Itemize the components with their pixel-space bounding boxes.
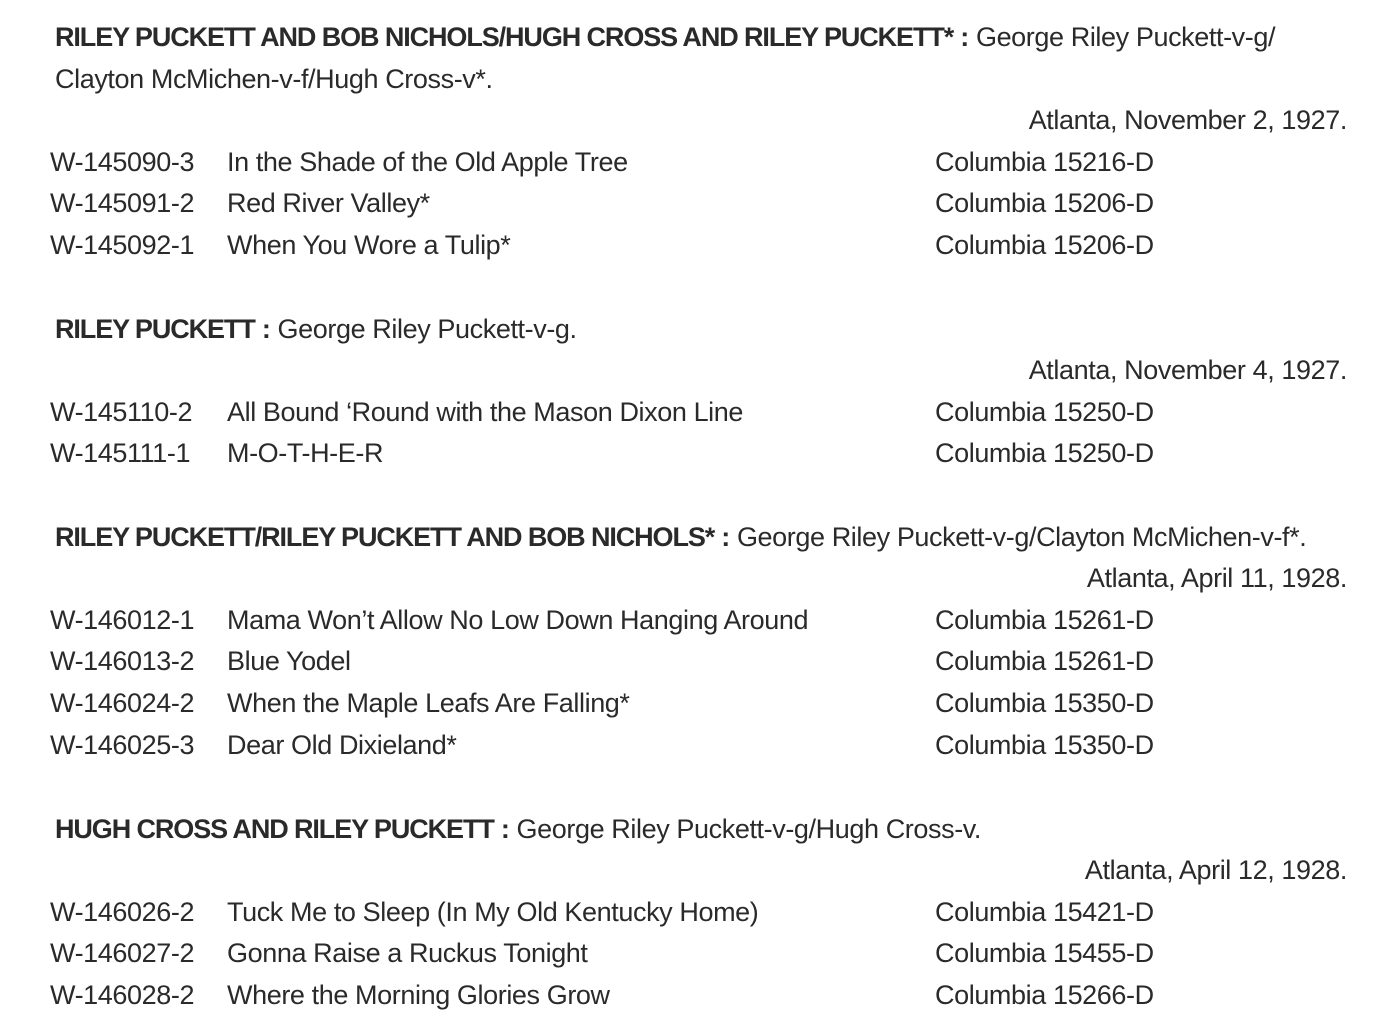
recording-row (0, 640, 1389, 682)
issue-number: Columbia 15350-D (935, 730, 1154, 760)
artist-credit: RILEY PUCKETT/RILEY PUCKETT AND BOB NICHOLS* (55, 522, 715, 552)
issue-number: Columbia 15250-D (935, 438, 1154, 468)
personnel-credit: George Riley Puckett-v-g/ (975, 22, 1276, 52)
recording-row (0, 224, 1389, 266)
heading-separator: : (493, 814, 517, 844)
issue-number: Columbia 15266-D (935, 980, 1154, 1010)
heading-separator: : (953, 22, 976, 52)
session-date: Atlanta, November 4, 1927. (1028, 355, 1347, 385)
personnel-credit: George Riley Puckett-v-g. (277, 314, 577, 344)
issue-number: Columbia 15250-D (935, 397, 1154, 427)
issue-number: Columbia 15421-D (935, 897, 1154, 927)
personnel-credit-continued: Clayton McMichen-v-f/Hugh Cross-v*. (55, 64, 493, 94)
recording-row (0, 891, 1389, 933)
song-title: In the Shade of the Old Apple Tree (227, 147, 628, 177)
session-date: Atlanta, November 2, 1927. (1028, 105, 1347, 135)
issue-number: Columbia 15455-D (935, 938, 1154, 968)
session-heading (55, 308, 1345, 350)
recording-row (0, 724, 1389, 766)
song-title: When You Wore a Tulip* (227, 230, 511, 260)
session-date: Atlanta, April 11, 1928. (1086, 563, 1347, 593)
song-title: Where the Morning Glories Grow (227, 980, 610, 1010)
heading-separator: : (714, 522, 737, 552)
song-title: Mama Won’t Allow No Low Down Hanging Around (227, 605, 809, 635)
matrix-number: W-146012-1 (50, 605, 195, 635)
song-title: Tuck Me to Sleep (In My Old Kentucky Home) (227, 897, 759, 927)
artist-credit: RILEY PUCKETT (55, 314, 255, 344)
artist-credit: RILEY PUCKETT AND BOB NICHOLS/HUGH CROSS AND RILEY PUCKETT* (55, 22, 954, 52)
session-heading (55, 516, 1345, 558)
song-title: Gonna Raise a Ruckus Tonight (227, 938, 588, 968)
matrix-number: W-146025-3 (50, 730, 195, 760)
matrix-number: W-145110-2 (50, 397, 193, 427)
matrix-number: W-145111-1 (50, 438, 191, 468)
recording-row (0, 432, 1389, 474)
recording-row (0, 682, 1389, 724)
issue-number: Columbia 15206-D (935, 230, 1154, 260)
recording-row (0, 599, 1389, 641)
song-title: When the Maple Leafs Are Falling* (227, 688, 630, 718)
matrix-number: W-145090-3 (50, 147, 195, 177)
recording-row (0, 141, 1389, 183)
song-title: Blue Yodel (227, 646, 351, 676)
recording-row (0, 932, 1389, 974)
issue-number: Columbia 15206-D (935, 188, 1154, 218)
song-title: All Bound ‘Round with the Mason Dixon Line (227, 397, 744, 427)
matrix-number: W-146013-2 (50, 646, 195, 676)
matrix-number: W-146028-2 (50, 980, 195, 1010)
matrix-number: W-146026-2 (50, 897, 195, 927)
matrix-number: W-146027-2 (50, 938, 195, 968)
heading-separator: : (254, 314, 278, 344)
issue-number: Columbia 15216-D (935, 147, 1154, 177)
song-title: M-O-T-H-E-R (227, 438, 384, 468)
personnel-credit: George Riley Puckett-v-g/Hugh Cross-v. (516, 814, 981, 844)
matrix-number: W-145091-2 (50, 188, 195, 218)
recording-row (0, 974, 1389, 1016)
recording-row (0, 391, 1389, 433)
session-date: Atlanta, April 12, 1928. (1084, 855, 1347, 885)
song-title: Red River Valley* (227, 188, 430, 218)
issue-number: Columbia 15350-D (935, 688, 1154, 718)
personnel-credit: George Riley Puckett-v-g/Clayton McMichen-v-f*. (736, 522, 1307, 552)
matrix-number: W-146024-2 (50, 688, 195, 718)
artist-credit: HUGH CROSS AND RILEY PUCKETT (55, 814, 494, 844)
session-heading (55, 16, 1345, 100)
issue-number: Columbia 15261-D (935, 646, 1154, 676)
session-heading (55, 808, 1345, 850)
song-title: Dear Old Dixieland* (227, 730, 457, 760)
recording-row (0, 182, 1389, 224)
matrix-number: W-145092-1 (50, 230, 195, 260)
issue-number: Columbia 15261-D (935, 605, 1154, 635)
